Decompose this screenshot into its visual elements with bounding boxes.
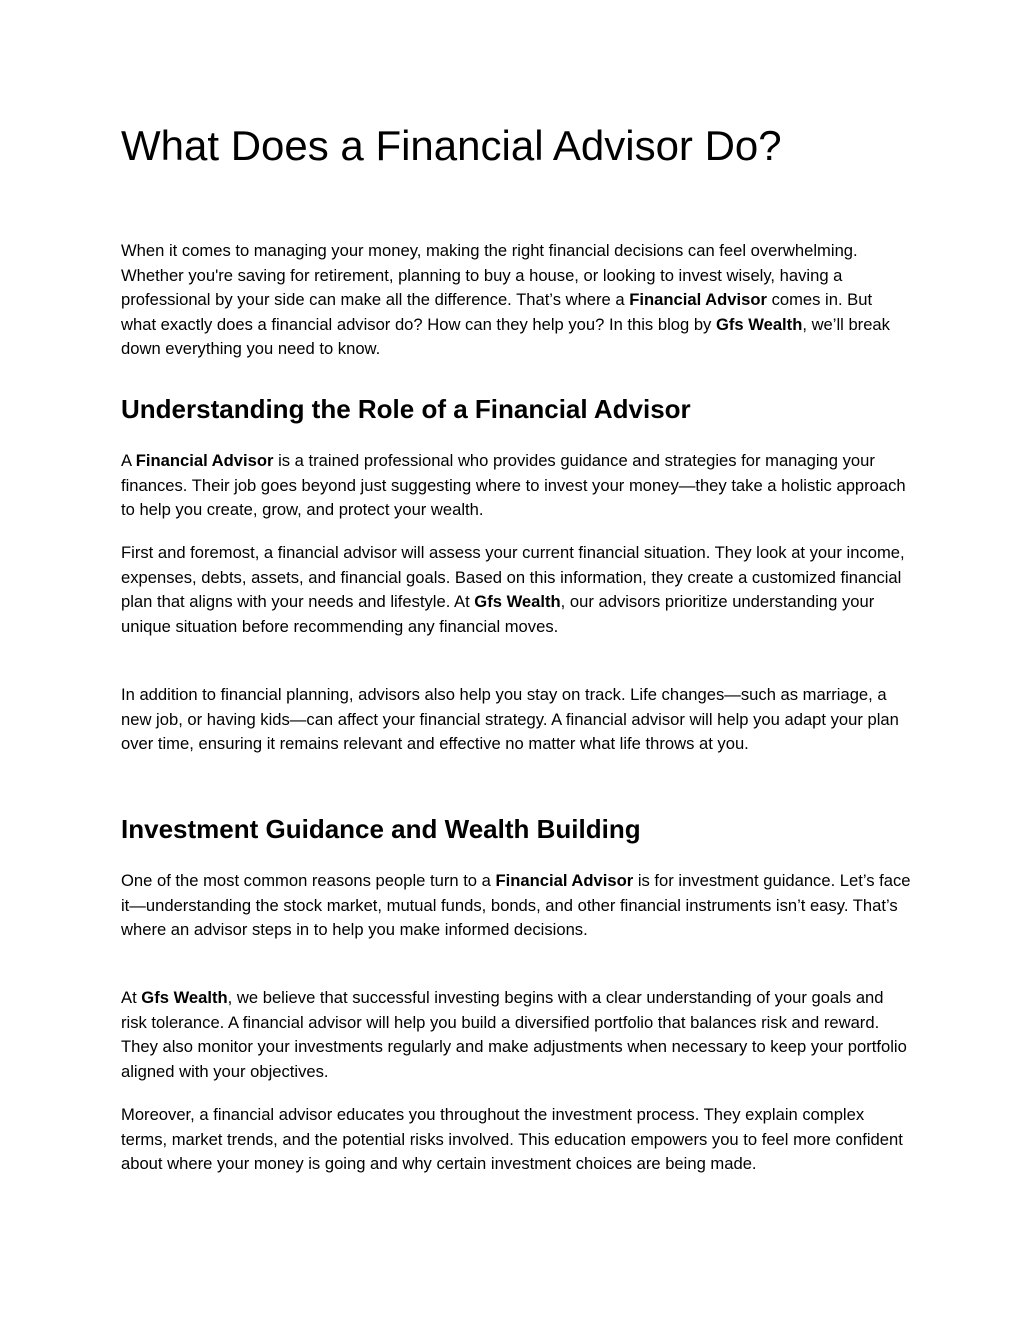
section2-paragraph-1 bbox=[121, 869, 911, 943]
section2-heading: Investment Guidance and Wealth Building bbox=[121, 814, 641, 844]
intro-bold-financial-advisor: Financial Advisor bbox=[629, 290, 767, 309]
intro-text-3: , we’ll break down everything you need to know. bbox=[121, 314, 890, 358]
intro-text-2: comes in. But what exactly does a financial advisor do? How can they help you? In this blog by bbox=[121, 290, 873, 334]
s1p1-text-2: is a trained professional who provides guidance and strategies for managing your finances. Their job goes beyond just suggesting where to invest your money—they take a holistic approach to help you create, grow, and protect your wealth. bbox=[121, 451, 906, 519]
s2p1-text-2: is for investment guidance. Let’s face it—understanding the stock market, mutual funds, bonds, and other financial instruments isn’t easy. That’s where an advisor steps in to help you make informed decisions. bbox=[121, 871, 911, 939]
section2-paragraph-2 bbox=[121, 986, 911, 1084]
s2p2-bold-gfs-wealth: Gfs Wealth bbox=[141, 988, 228, 1007]
s1p1-text-1: A bbox=[121, 451, 136, 470]
s2p1-text-1: One of the most common reasons people turn to a bbox=[121, 871, 496, 890]
s1p2-text-1: First and foremost, a financial advisor will assess your current financial situation. They look at your income, expenses, debts, assets, and financial goals. Based on this information, they create a customized financial plan that aligns with your needs and lifestyle. At bbox=[121, 543, 905, 611]
page-title: What Does a Financial Advisor Do? bbox=[121, 122, 782, 169]
s2p2-text-1: At bbox=[121, 988, 142, 1007]
intro-text-1: When it comes to managing your money, making the right financial decisions can feel overwhelming. Whether you're saving for retirement, planning to buy a house, or looking to invest wisely, having a professional by your side can make all the difference. That’s where a bbox=[121, 241, 858, 309]
section1-paragraph-3: In addition to financial planning, advisors also help you stay on track. Life changes—such as marriage, a new job, or having kids—can affect your financial strategy. A financial advisor will help you adapt your plan over time, ensuring it remains relevant and effective no matter what life throws at you. bbox=[121, 685, 899, 753]
intro-paragraph bbox=[121, 239, 911, 362]
s1p2-text-2: , our advisors prioritize understanding your unique situation before recommending any financial moves. bbox=[121, 592, 875, 636]
s2p2-text-2: , we believe that successful investing begins with a clear understanding of your goals and risk tolerance. A financial advisor will help you build a diversified portfolio that balances risk and reward. They also monitor your investments regularly and make adjustments when necessary to keep your portfolio aligned with your objectives. bbox=[121, 988, 907, 1081]
s2p1-bold-financial-advisor: Financial Advisor bbox=[495, 871, 634, 890]
s1p1-bold-financial-advisor: Financial Advisor bbox=[135, 451, 274, 470]
section1-paragraph-2 bbox=[121, 541, 911, 639]
s1p2-bold-gfs-wealth: Gfs Wealth bbox=[474, 592, 561, 611]
section2-paragraph-3: Moreover, a financial advisor educates you throughout the investment process. They explain complex terms, market trends, and the potential risks involved. This education empowers you to feel more confident about where your money is going and why certain investment choices are being made. bbox=[121, 1105, 903, 1173]
intro-bold-gfs-wealth: Gfs Wealth bbox=[715, 314, 803, 334]
section1-heading: Understanding the Role of a Financial Advisor bbox=[121, 394, 691, 424]
section1-paragraph-1 bbox=[121, 449, 911, 523]
